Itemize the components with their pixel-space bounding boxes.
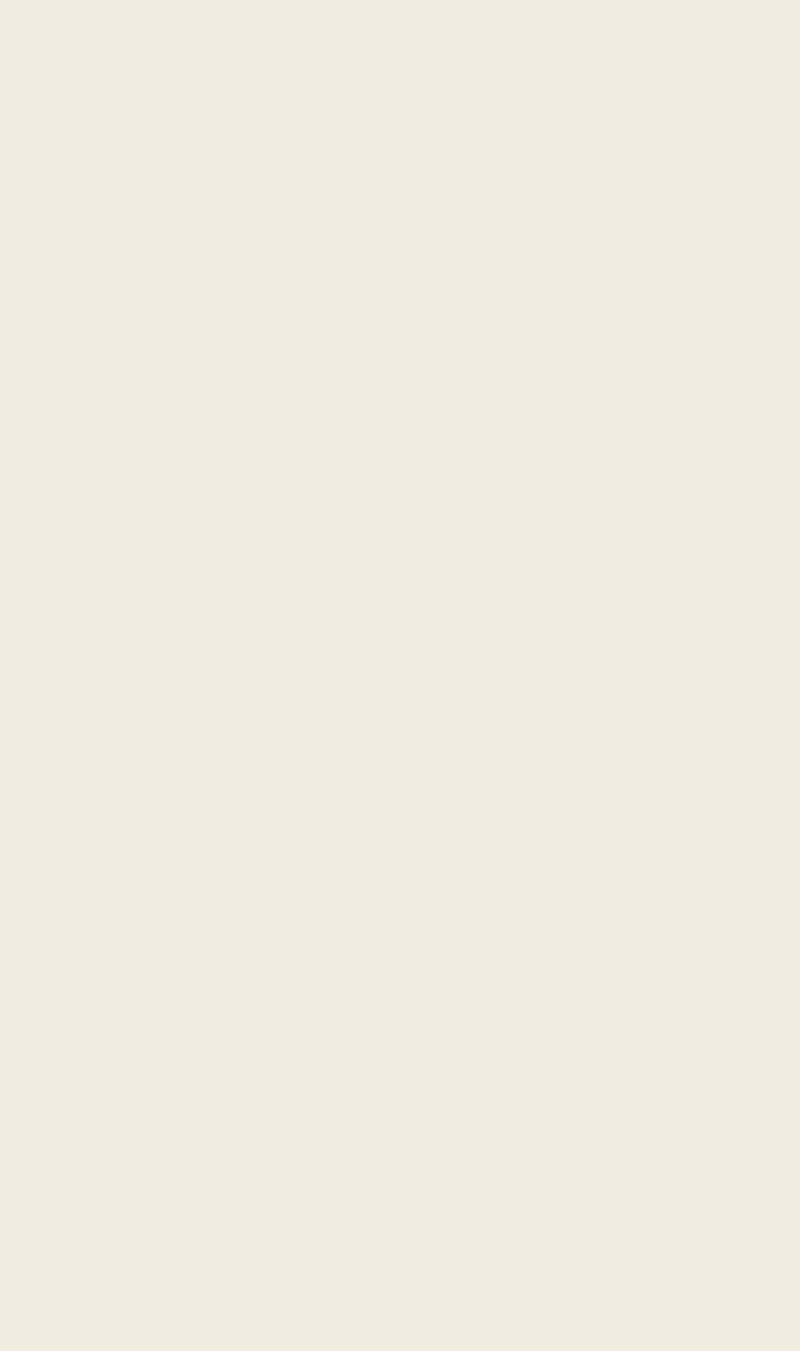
running-header	[8, 20, 780, 54]
